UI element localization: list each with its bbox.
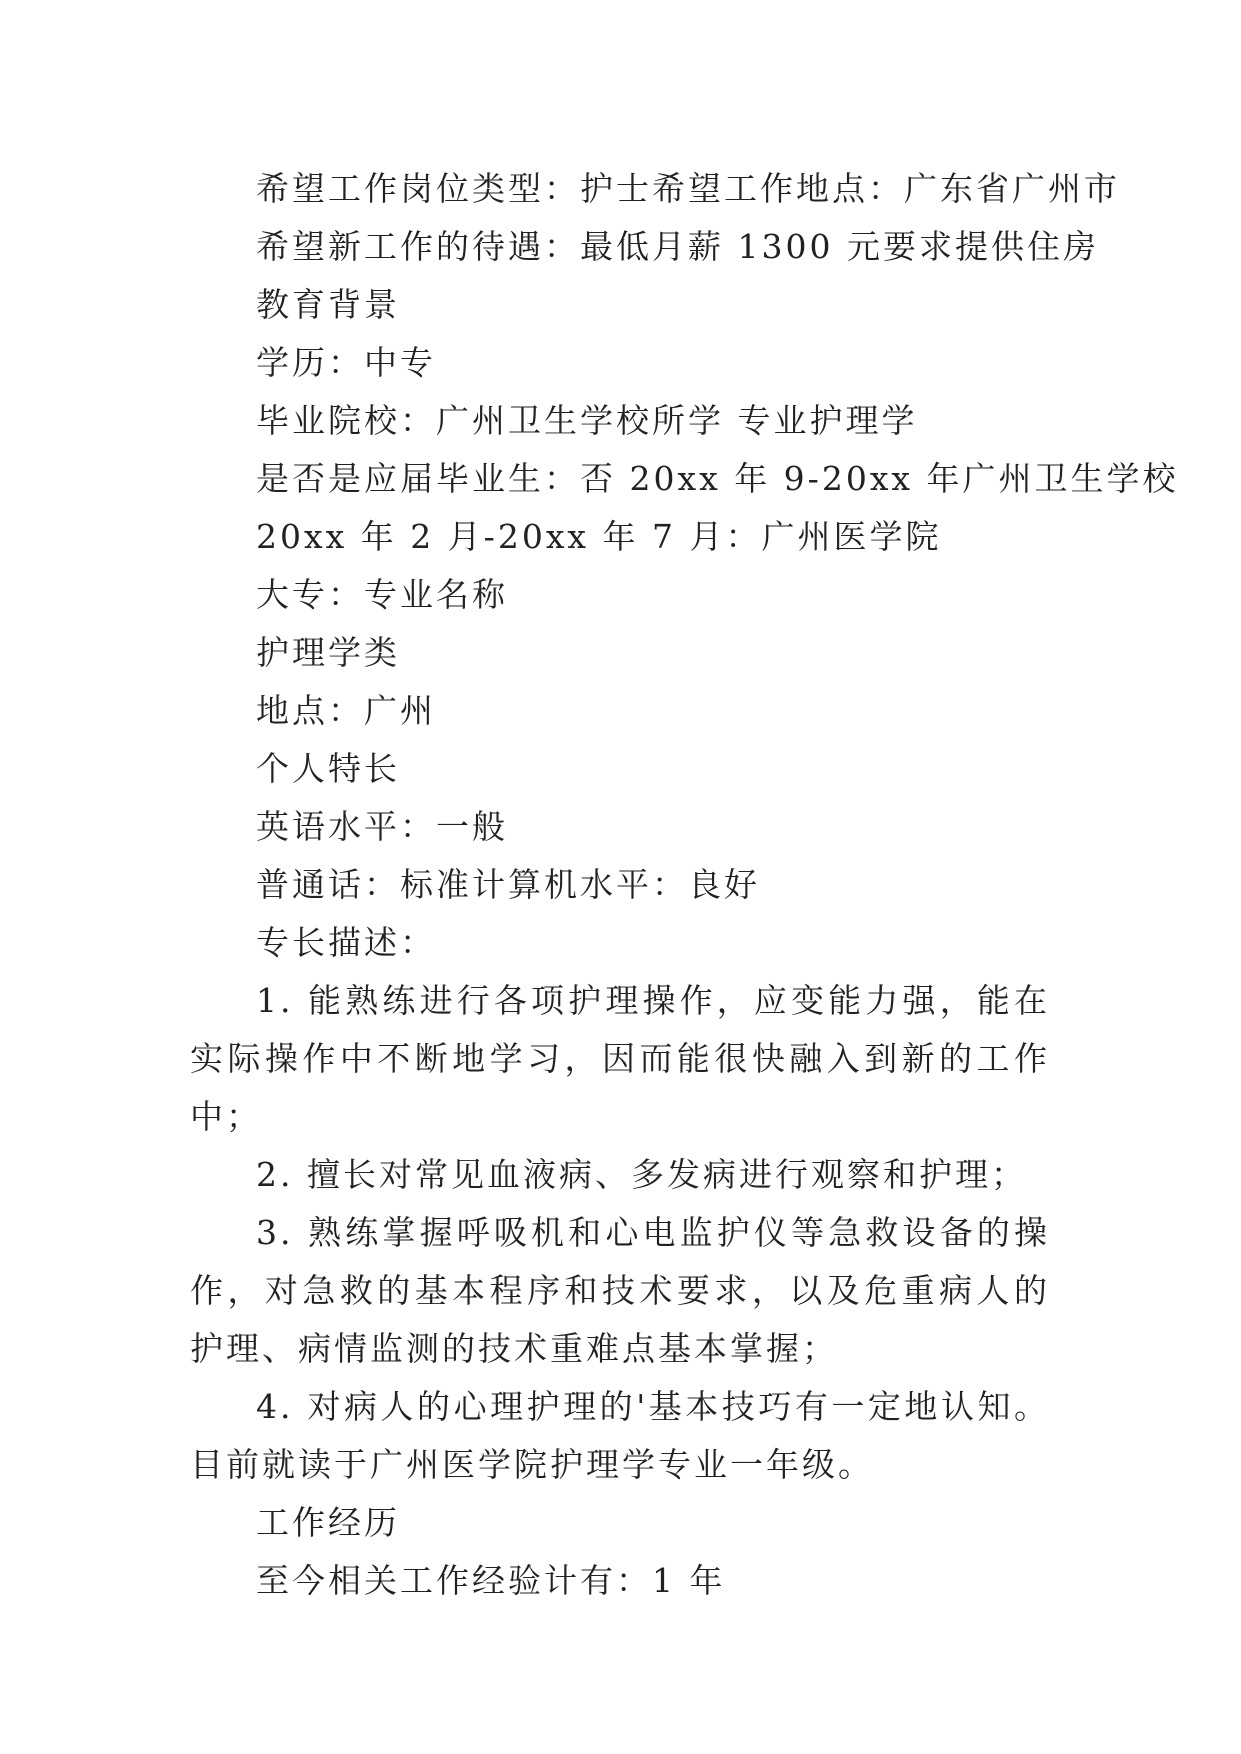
- education-heading: 教育背景: [256, 285, 400, 324]
- school-line: 毕业院校：广州卫生学校所学 专业护理学: [256, 401, 918, 440]
- specialty-heading: 专长描述：: [256, 923, 436, 962]
- mandarin-computer-line: 普通话：标准计算机水平：良好: [256, 865, 760, 904]
- desired-salary-line: 希望新工作的待遇：最低月薪 1300 元要求提供住房: [256, 227, 1099, 266]
- college-dates-line: 20xx 年 2 月-20xx 年 7 月：广州医学院: [256, 517, 942, 556]
- specialty-item-3: 3. 熟练掌握呼吸机和心电监护仪等急救设备的操作，对急救的基本程序和技术要求，以及危重病人的护理、病情监测的技术重难点基本掌握；: [190, 1213, 1050, 1368]
- degree-line: 学历：中专: [256, 343, 436, 382]
- major-line: 大专：专业名称: [256, 575, 508, 614]
- work-experience-heading: 工作经历: [256, 1503, 400, 1542]
- experience-years-line: 至今相关工作经验计有：1 年: [256, 1561, 726, 1600]
- desired-position-line: 希望工作岗位类型：护士希望工作地点：广东省广州市: [256, 169, 1120, 208]
- major-category-line: 护理学类: [256, 633, 400, 672]
- english-level-line: 英语水平：一般: [256, 807, 508, 846]
- specialty-item-2: 2. 擅长对常见血液病、多发病进行观察和护理；: [256, 1155, 1027, 1194]
- specialty-item-4: 4. 对病人的心理护理的'基本技巧有一定地认知。目前就读于广州医学院护理学专业一年级。: [190, 1387, 1050, 1484]
- specialty-item-1: 1. 能熟练进行各项护理操作，应变能力强，能在实际操作中不断地学习，因而能很快融入到新的工作中；: [190, 981, 1050, 1136]
- graduate-status-line: 是否是应届毕业生：否 20xx 年 9-20xx 年广州卫生学校: [256, 459, 1179, 498]
- resume-text: [190, 160, 1179, 1610]
- location-line: 地点：广州: [256, 691, 436, 730]
- skills-heading: 个人特长: [256, 749, 400, 788]
